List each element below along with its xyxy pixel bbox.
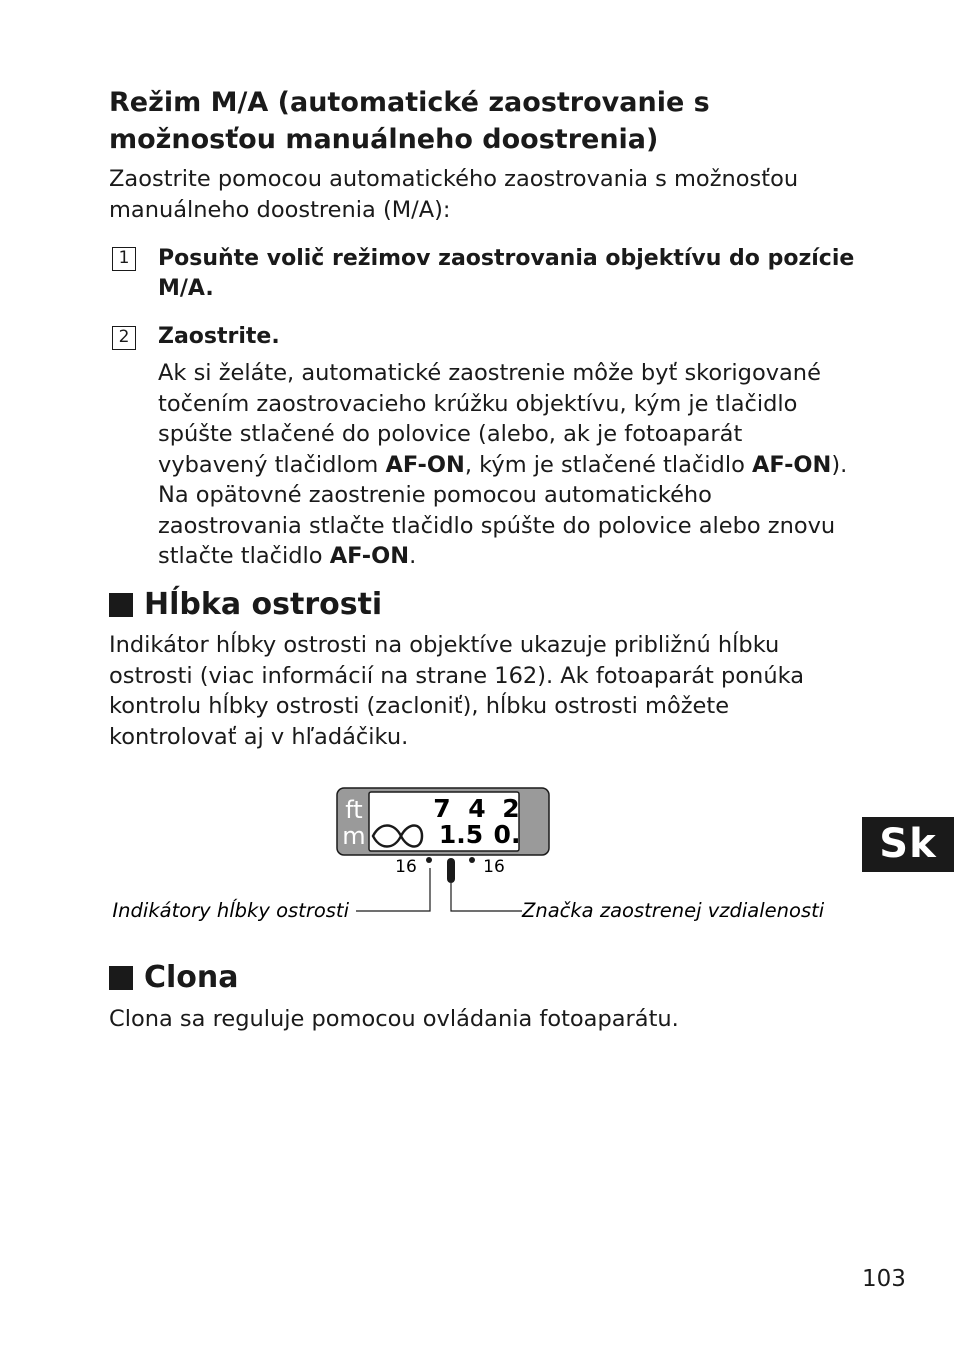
section-heading-ma: Režim M/A (automatické zaostrovanie s možnosťou manuálneho doostrenia) bbox=[109, 87, 710, 155]
unit-ft-label: ft bbox=[345, 796, 363, 824]
step-body-2 bbox=[158, 358, 858, 572]
af-on-label: AF-ON bbox=[385, 451, 465, 478]
dof-left-value: 16 bbox=[395, 857, 417, 877]
m-scale-value: 1.5 bbox=[438, 820, 484, 849]
page-number: 103 bbox=[862, 1266, 906, 1292]
dof-right-dot bbox=[469, 857, 475, 863]
ft-scale-value: 7 bbox=[433, 794, 451, 823]
section-heading-aperture-text: Clona bbox=[144, 960, 239, 995]
dof-left-dot bbox=[426, 857, 432, 863]
af-on-label: AF-ON bbox=[329, 543, 410, 569]
ft-scale-value: 2 bbox=[502, 794, 520, 823]
language-tab: Sk bbox=[862, 817, 954, 872]
indicator-leader-line bbox=[356, 868, 430, 911]
step-title-2: Zaostrite. bbox=[158, 324, 280, 349]
section-heading-dof bbox=[109, 585, 382, 625]
label-focus-mark: Značka zaostrenej vzdialenosti bbox=[522, 899, 825, 922]
unit-m-label: m bbox=[342, 822, 366, 850]
step-number-1: 1 bbox=[112, 247, 136, 271]
section-body-dof: Indikátor hĺbky ostrosti na objektíve ukazuje približnú hĺbku ostrosti (viac informácií na strane 162). Ak fotoaparát ponúka kontrolu hĺbky ostrosti (zacloniť), hĺbku ostrosti môžete kontrolovať aj v hľadáčiku. bbox=[109, 632, 804, 750]
section-body-aperture: Clona sa reguluje pomocou ovládania fotoaparátu. bbox=[109, 1006, 679, 1032]
step-body-text: . bbox=[409, 543, 417, 569]
square-bullet-icon bbox=[109, 593, 133, 617]
section-heading-aperture bbox=[109, 958, 239, 998]
step-title-1: Posuňte volič režimov zaostrovania objektívu do pozície M/A. bbox=[158, 246, 855, 301]
label-dof-indicators: Indikátory hĺbky ostrosti bbox=[112, 899, 349, 922]
step-body-text: , kým je stlačené tlačidlo bbox=[464, 451, 752, 478]
focus-distance-mark bbox=[447, 858, 455, 883]
section-intro-ma: Zaostrite pomocou automatického zaostrovania s možnosťou manuálneho doostrenia (M/A): bbox=[109, 166, 799, 223]
ft-scale-value: 4 bbox=[468, 794, 486, 823]
focus-mark-leader-line bbox=[451, 883, 522, 911]
af-on-label: AF-ON bbox=[752, 451, 832, 478]
step-number-2: 2 bbox=[112, 326, 136, 350]
section-heading-dof-text: Hĺbka ostrosti bbox=[144, 587, 383, 622]
step-body-text: ). Na opätovné zaostrenie pomocou automatického zaostrovania stlačte tlačidlo spúšte do polovice alebo znovu stlačte tlačidlo bbox=[158, 451, 848, 569]
m-scale-value: 0. bbox=[493, 820, 521, 849]
square-bullet-icon bbox=[109, 966, 133, 990]
depth-of-field-diagram bbox=[100, 780, 860, 930]
dof-right-value: 16 bbox=[483, 857, 505, 877]
step-body-text: Ak si želáte, automatické zaostrenie môže byť skorigované točením zaostrovacieho krúžku objektívu, kým je tlačidlo spúšte stlačené do polovice (alebo, ak je fotoaparát vybavený tlačidlom bbox=[158, 360, 821, 478]
